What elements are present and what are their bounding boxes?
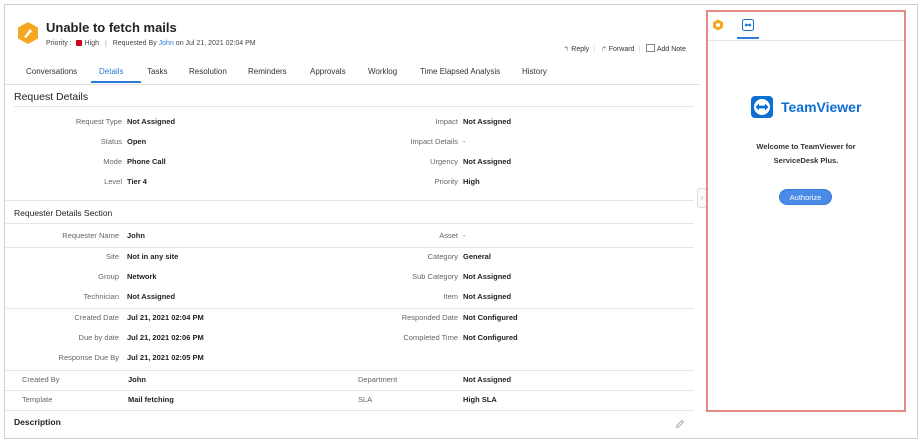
requested-by-label: Requested By — [112, 40, 157, 47]
field-value: Jul 21, 2021 02:04 PM — [127, 313, 204, 322]
field-value: Not Configured — [463, 313, 518, 322]
forward-icon: ↱ — [600, 46, 607, 53]
field-value: Not Assigned — [127, 117, 176, 126]
field-label: Request Type — [75, 117, 122, 126]
collapse-panel-handle[interactable]: › — [697, 188, 707, 208]
tab-approvals[interactable]: Approvals — [310, 67, 346, 76]
tab-tasks[interactable]: Tasks — [147, 67, 168, 76]
priority-indicator-icon — [76, 40, 82, 46]
field-label: Created Date — [74, 313, 119, 322]
field-label: Requester Name — [62, 231, 119, 240]
meta-label: Template — [22, 395, 53, 404]
field-label: Completed Time — [403, 333, 458, 342]
field-value: John — [127, 231, 145, 240]
reply-button[interactable]: ↰ Reply — [563, 46, 590, 53]
field-value: Network — [127, 272, 157, 281]
field-label: Sub Category — [412, 272, 458, 281]
forward-button[interactable]: ↱ Forward — [600, 46, 635, 53]
meta-label: Department — [358, 375, 398, 384]
field-value: Phone Call — [127, 157, 166, 166]
priority-value: High — [84, 40, 99, 47]
field-label: Status — [100, 137, 122, 146]
tab-time-elapsed-analysis[interactable]: Time Elapsed Analysis — [420, 67, 501, 76]
field-label: Item — [443, 292, 458, 301]
field-label: Priority — [434, 177, 458, 186]
welcome-message — [708, 140, 904, 168]
field-label: Site — [106, 252, 119, 261]
field-value: Jul 21, 2021 02:06 PM — [127, 333, 204, 342]
field-label: Technician — [83, 292, 119, 301]
meta-separator: | — [104, 40, 107, 47]
request-details-pane — [5, 5, 700, 438]
row-divider — [5, 247, 694, 248]
field-value: Not Assigned — [463, 117, 512, 126]
requester-details-title: Requester Details Section — [14, 208, 113, 218]
field-label: Response Due By — [58, 353, 119, 362]
field-value: Not Assigned — [127, 292, 176, 301]
field-label: Impact Details — [410, 137, 458, 146]
meta-value: High SLA — [463, 395, 497, 404]
field-label: Responded Date — [401, 313, 458, 322]
field-value: Not Assigned — [463, 272, 512, 281]
field-value: Not in any site — [127, 252, 179, 261]
meta-value: Mail fetching — [128, 395, 174, 404]
meta-label: Created By — [22, 375, 60, 384]
tab-details[interactable]: Details — [99, 67, 124, 76]
field-label: Urgency — [430, 157, 458, 166]
request-header — [5, 5, 700, 60]
field-value: Tier 4 — [127, 177, 147, 186]
field-value: General — [463, 252, 491, 261]
meta-value: Not Assigned — [463, 375, 512, 384]
active-tab-indicator — [91, 81, 141, 83]
note-icon — [646, 44, 655, 52]
field-label: Level — [104, 177, 122, 186]
meta-value: John — [128, 375, 146, 384]
request-details-title: Request Details — [14, 91, 89, 103]
row-divider — [5, 308, 694, 309]
request-type-icon — [16, 21, 40, 45]
header-actions — [559, 44, 686, 53]
field-label: Due by date — [78, 333, 119, 342]
row-divider — [5, 390, 694, 391]
teamviewer-tab-icon[interactable] — [742, 19, 754, 31]
teamviewer-logo — [751, 96, 861, 118]
tab-reminders[interactable]: Reminders — [248, 67, 287, 76]
field-value: Not Assigned — [463, 157, 512, 166]
priority-label: Priority : — [46, 40, 72, 47]
field-value: Not Configured — [463, 333, 518, 342]
field-label: Impact — [435, 117, 458, 126]
action-separator: | — [593, 46, 595, 53]
requester-link[interactable]: John — [158, 40, 174, 47]
tab-worklog[interactable]: Worklog — [368, 67, 398, 76]
meta-label: SLA — [358, 395, 373, 404]
reply-icon: ↰ — [563, 46, 570, 53]
welcome-line: Welcome to TeamViewer for — [756, 142, 856, 151]
section-divider — [5, 410, 694, 411]
requested-on: on Jul 21, 2021 02:04 PM — [175, 40, 256, 47]
teamviewer-wordmark: TeamViewer — [781, 99, 862, 115]
edit-pencil-icon[interactable] — [675, 419, 685, 429]
field-label: Mode — [103, 157, 122, 166]
field-value: Open — [127, 137, 147, 146]
section-divider — [5, 223, 694, 224]
field-value: Not Assigned — [463, 292, 512, 301]
action-separator: | — [638, 46, 641, 53]
section-divider — [5, 200, 694, 201]
tab-resolution[interactable]: Resolution — [189, 67, 227, 76]
field-value: High — [463, 177, 480, 186]
field-value: - — [463, 231, 466, 240]
field-label: Category — [427, 252, 458, 261]
field-value: - — [463, 137, 466, 146]
field-label: Asset — [439, 231, 458, 240]
section-divider — [14, 106, 694, 107]
welcome-line: ServiceDesk Plus. — [773, 156, 839, 165]
description-title: Description — [14, 417, 61, 427]
tab-history[interactable]: History — [522, 67, 547, 76]
teamviewer-logo-icon — [751, 96, 773, 118]
tab-conversations[interactable]: Conversations — [26, 67, 78, 76]
section-divider — [5, 370, 694, 371]
panel-tabs — [708, 12, 904, 41]
request-app-icon[interactable] — [712, 19, 724, 31]
teamviewer-panel — [706, 10, 906, 412]
field-value: Jul 21, 2021 02:05 PM — [127, 353, 204, 362]
authorize-button[interactable]: Authorize — [779, 189, 832, 205]
details-tabs — [5, 60, 700, 85]
request-meta — [46, 40, 256, 47]
request-title: Unable to fetch mails — [46, 20, 177, 35]
add-note-button[interactable]: Add Note — [646, 46, 686, 53]
active-panel-tab-indicator — [737, 37, 759, 39]
field-label: Group — [98, 272, 119, 281]
